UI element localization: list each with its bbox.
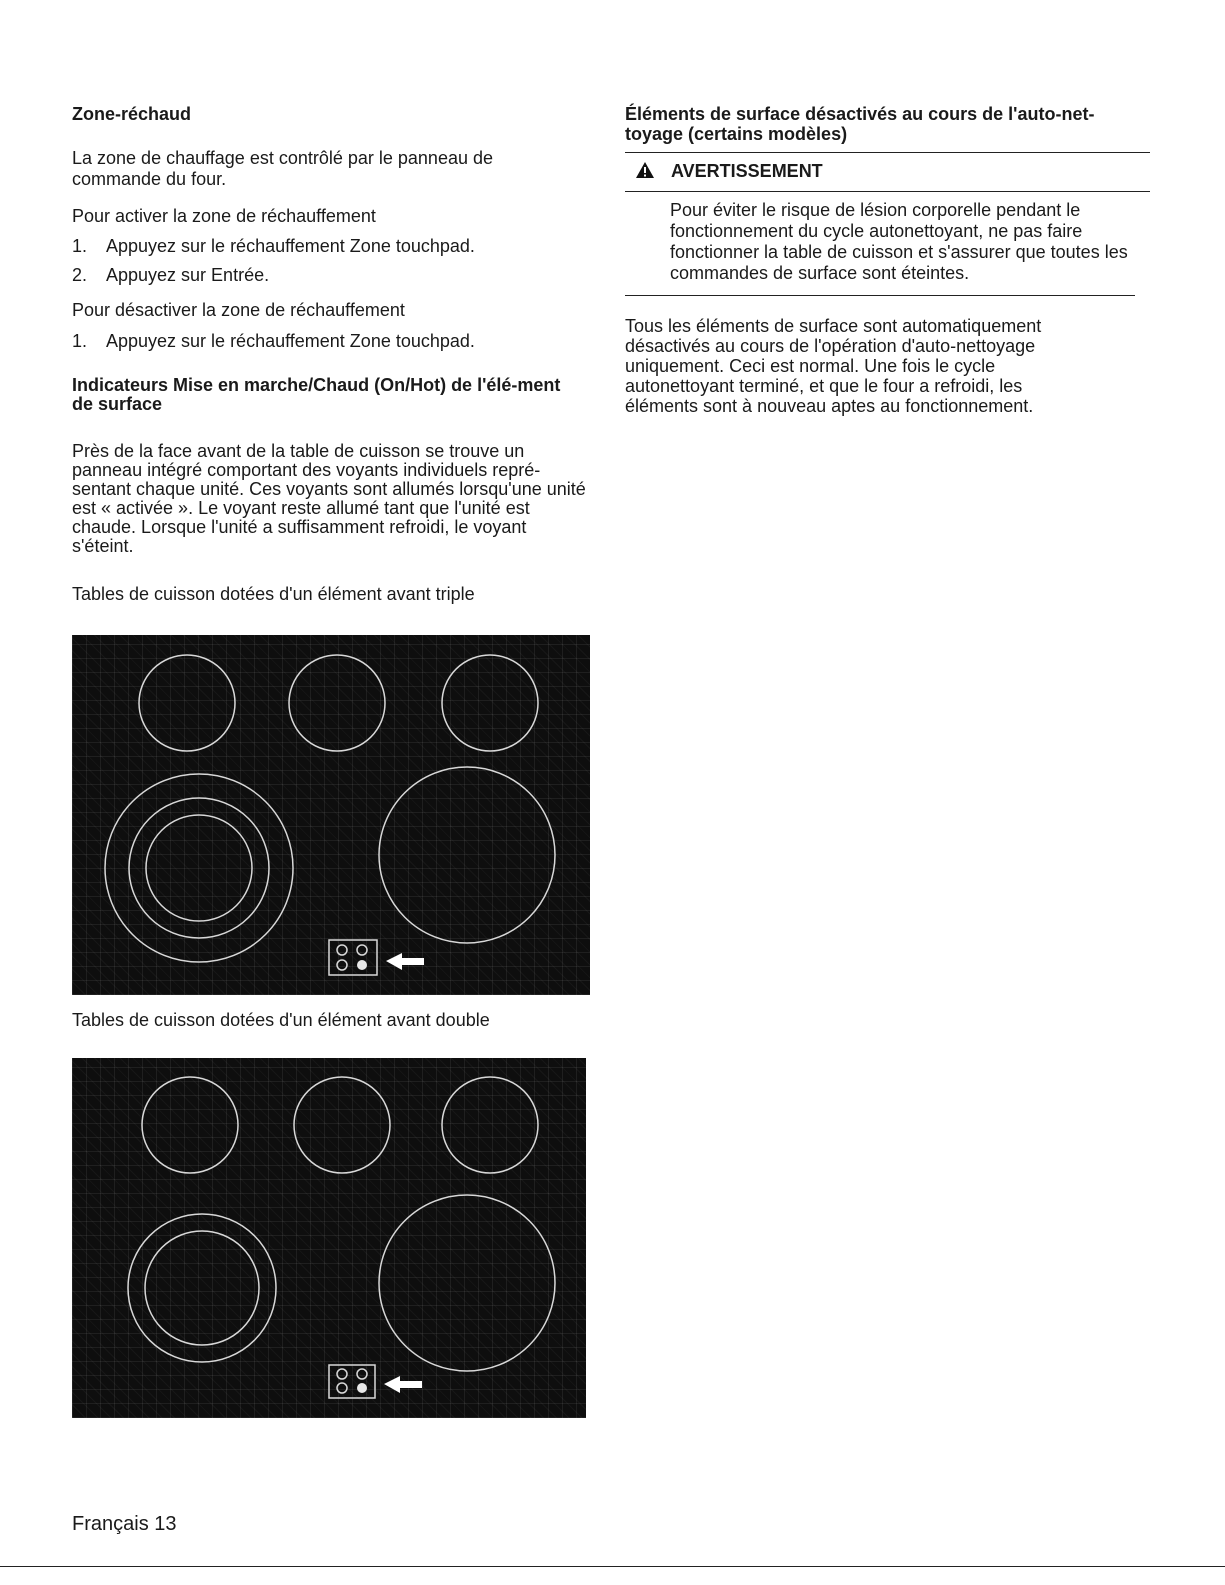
caption-double: Tables de cuisson dotées d'un élément avant double xyxy=(72,1010,490,1030)
indicators-body: Près de la face avant de la table de cuisson se trouve un panneau intégré comportant des voyants individuels repré-sentant chaque unité. Ces voyants sont allumés lorsqu'une unité est « activée ». Le voyant reste allumé tant que l'unité est chaude. Lorsque l'unité a suffisamment refroidi, le voyant s'éteint. xyxy=(72,441,586,556)
step-number: 2. xyxy=(72,265,88,285)
warning-bottom-rule xyxy=(625,295,1135,296)
activate-step-1 xyxy=(72,235,475,257)
step-number: 1. xyxy=(72,236,88,256)
footer-rule xyxy=(0,1566,1225,1567)
cooktop-triple-drawing xyxy=(72,635,590,995)
step-number: 1. xyxy=(72,331,88,351)
page-footer: Français 13 xyxy=(72,1513,177,1535)
zone-intro: La zone de chauffage est contrôlé par le panneau de commande du four. xyxy=(72,148,493,189)
self-clean-title: Éléments de surface désactivés au cours de l'auto-net-toyage (certains modèles) xyxy=(625,104,1095,144)
warning-label: AVERTISSEMENT xyxy=(671,161,823,181)
cooktop-double-drawing xyxy=(72,1058,586,1418)
deactivate-title: Pour désactiver la zone de réchauffement xyxy=(72,300,405,320)
warning-text: Pour éviter le risque de lésion corporelle pendant le fonctionnement du cycle autonettoyant, ne pas faire fonctionner la table de cuisson et s'assurer que toutes les commandes de surface sont éteintes. xyxy=(670,200,1128,283)
indicators-title: Indicateurs Mise en marche/Chaud (On/Hot) de l'élé-ment de surface xyxy=(72,375,561,414)
cooktop-double-image xyxy=(72,1058,586,1418)
caption-triple: Tables de cuisson dotées d'un élément avant triple xyxy=(72,584,475,604)
zone-title: Zone-réchaud xyxy=(72,104,192,124)
self-clean-body: Tous les éléments de surface sont automatiquement désactivés au cours de l'opération d'auto-nettoyage uniquement. Ceci est normal. Une fois le cycle autonettoyant terminé, et que le four a refroidi, les éléments sont à nouveau aptes au fonctionnement. xyxy=(625,316,1042,416)
activate-step-2 xyxy=(72,264,269,286)
cooktop-triple-image xyxy=(72,635,590,995)
step-text: Appuyez sur le réchauffement Zone touchpad. xyxy=(106,331,475,351)
warning-triangle-icon xyxy=(635,161,655,179)
warning-header xyxy=(625,152,1150,192)
step-text: Appuyez sur Entrée. xyxy=(106,265,270,285)
deactivate-step-1 xyxy=(72,330,475,352)
activate-title: Pour activer la zone de réchauffement xyxy=(72,206,376,226)
step-text: Appuyez sur le réchauffement Zone touchpad. xyxy=(106,236,475,256)
